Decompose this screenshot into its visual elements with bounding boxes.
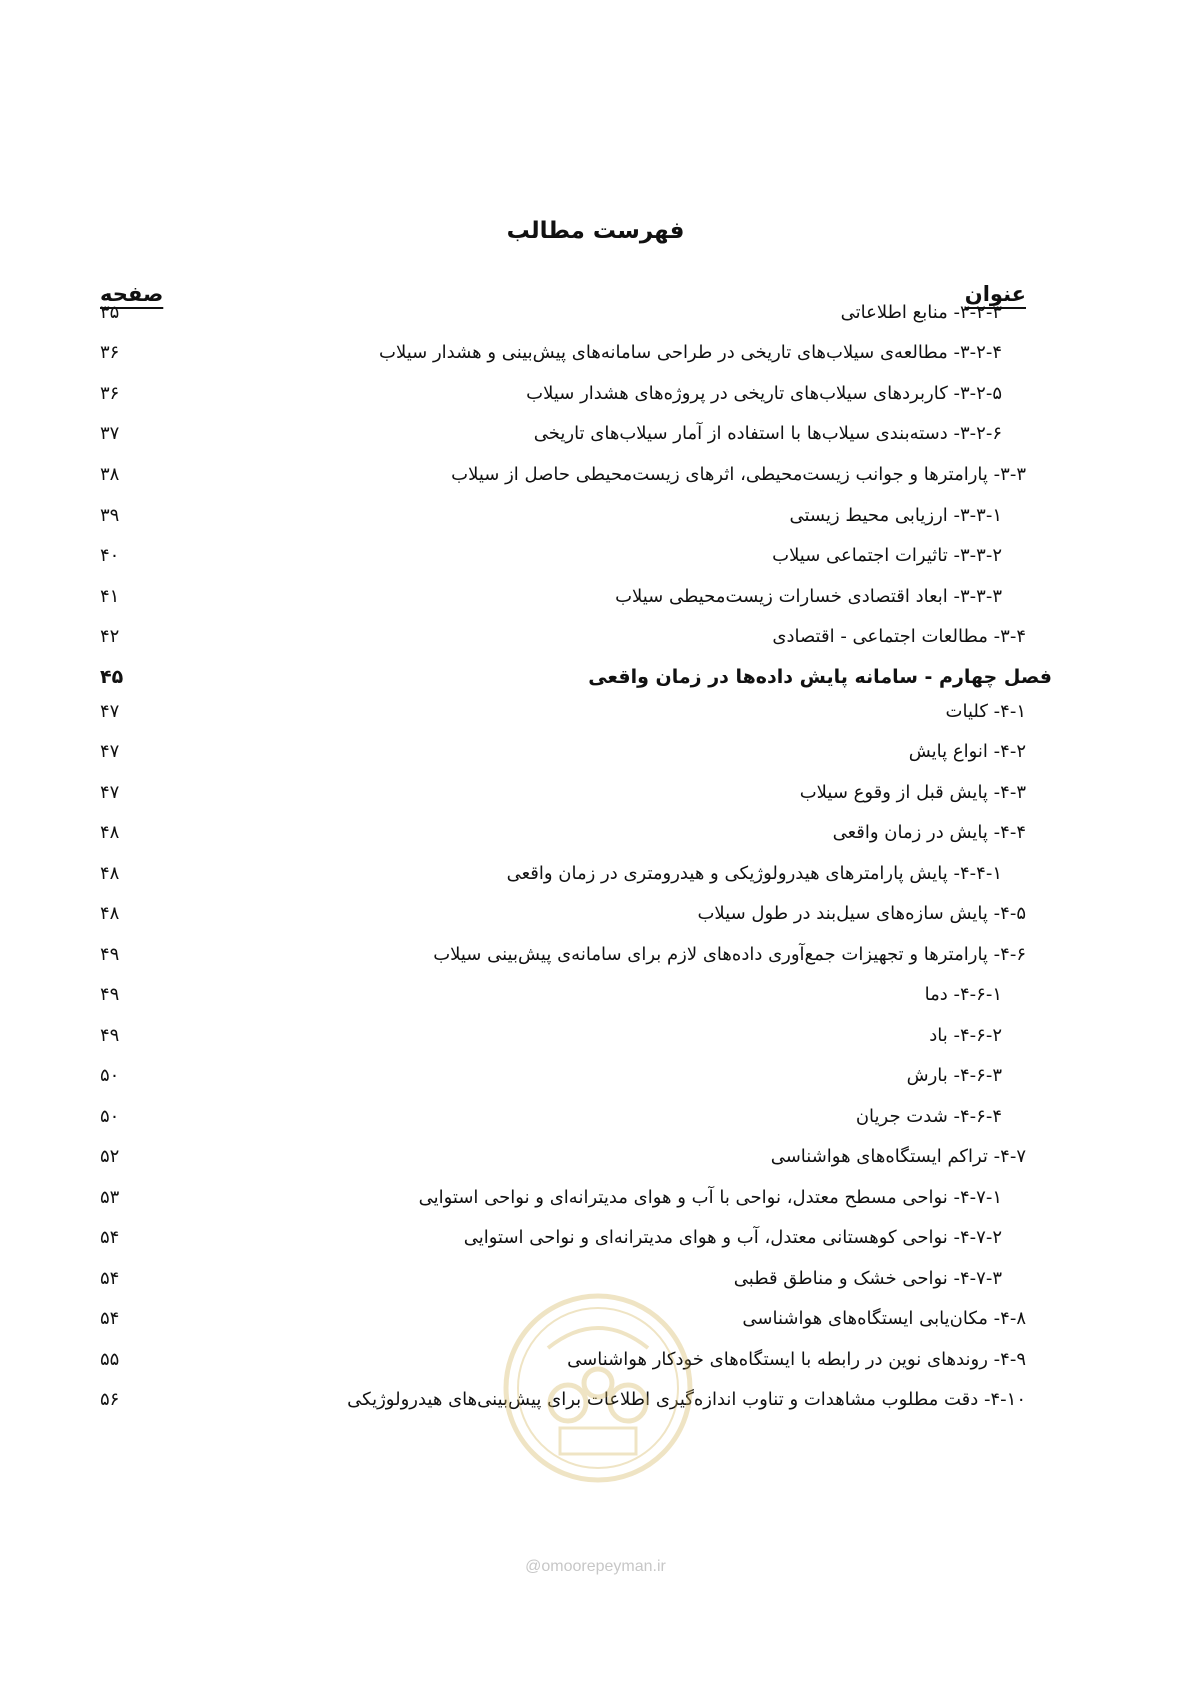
watermark-site-text: @omoorepeyman.ir [525,1558,666,1575]
toc-entry-page: ۵۴ [100,1308,120,1329]
toc-row[interactable] [100,1264,1026,1294]
toc-entry-page: ۴۸ [100,822,120,843]
toc-row[interactable] [100,501,1026,531]
toc-row[interactable] [100,1102,1026,1132]
toc-entry-page: ۳۵ [100,302,120,323]
toc-row[interactable] [100,1183,1026,1213]
toc-entry-page: ۵۰ [100,1106,120,1127]
toc-entry-label: ۴-۶-۱- دما [924,984,1002,1005]
toc-row[interactable] [100,582,1026,612]
toc-entry-page: ۳۷ [100,423,120,444]
toc-entry-page: ۵۶ [100,1389,120,1410]
toc-entry-label: ۴-۶-۳- بارش [906,1065,1002,1086]
toc-entry-page: ۳۶ [100,342,120,363]
column-header-title: عنوان [964,282,1026,306]
toc-entry-label: ۴-۶-۴- شدت جریان [855,1106,1002,1127]
toc-entry-label: ۴-۷-۳- نواحی خشک و مناطق قطبی [733,1268,1002,1289]
toc-row[interactable] [100,1345,1026,1375]
toc-entry-label: ۳-۳-۱- ارزیابی محیط زیستی [789,505,1002,526]
toc-entry-page: ۳۶ [100,383,120,404]
toc-entry-label: ۴-۴- پایش در زمان واقعی [832,822,1026,843]
toc-entry-label: ۳-۳-۳- ابعاد اقتصادی خسارات زیست‌محیطی سیلاب [615,586,1002,607]
page-title: فهرست مطالب [506,218,685,244]
toc-entry-label: ۴-۷- تراکم ایستگاه‌های هواشناسی [770,1146,1026,1167]
toc-row[interactable] [100,338,1026,368]
toc-row[interactable] [100,541,1026,571]
toc-entry-label: فصل چهارم - سامانه پایش داده‌ها در زمان واقعی [588,666,1052,688]
toc-row[interactable] [100,737,1026,767]
toc-row[interactable] [100,818,1026,848]
toc-entry-label: ۴-۷-۲- نواحی کوهستانی معتدل، آب و هوای مدیترانه‌ای و نواحی استوایی [463,1227,1002,1248]
toc-row[interactable] [100,419,1026,449]
toc-entry-label: ۴-۴-۱- پایش پارامترهای هیدرولوژیکی و هیدرومتری در زمان واقعی [506,863,1002,884]
toc-entry-label: ۴-۶-۲- باد [929,1025,1002,1046]
toc-entry-page: ۳۸ [100,464,120,485]
column-header-page: صفحه [100,282,164,306]
toc-row[interactable] [100,1061,1026,1091]
toc-row[interactable] [100,697,1026,727]
toc-entry-page: ۴۸ [100,903,120,924]
toc-row[interactable] [100,940,1026,970]
toc-row[interactable] [100,778,1026,808]
toc-entry-page: ۵۰ [100,1065,120,1086]
toc-row[interactable] [100,1385,1026,1415]
toc-entry-page: ۴۹ [100,984,120,1005]
toc-entry-page: ۴۲ [100,626,120,647]
toc-row[interactable] [100,980,1026,1010]
toc-entry-page: ۴۷ [100,741,120,762]
toc-entry-label: ۳-۲-۴- مطالعه‌ی سیلاب‌های تاریخی در طراحی سامانه‌های پیش‌بینی و هشدار سیلاب [379,342,1002,363]
toc-entry-page: ۴۹ [100,944,120,965]
toc-row[interactable] [100,460,1026,490]
toc-row[interactable] [100,1304,1026,1334]
toc-entry-page: ۴۸ [100,863,120,884]
toc-row[interactable] [100,1223,1026,1253]
toc-entry-page: ۴۰ [100,545,120,566]
toc-entry-label: ۳-۲-۳- منابع اطلاعاتی [840,302,1002,323]
toc-entry-page: ۵۵ [100,1349,120,1370]
toc-entry-page: ۴۷ [100,782,120,803]
toc-entry-page: ۵۲ [100,1146,120,1167]
toc-row[interactable] [100,379,1026,409]
toc-row[interactable] [100,298,1026,328]
toc-entry-page: ۴۱ [100,586,120,607]
toc-entry-label: ۴-۶- پارامترها و تجهیزات جمع‌آوری داده‌های لازم برای سامانه‌ی پیش‌بینی سیلاب [433,944,1026,965]
toc-entry-label: ۴-۲- انواع پایش [908,741,1026,762]
toc-entry-page: ۴۷ [100,701,120,722]
toc-entry-label: ۳-۳-۲- تاثیرات اجتماعی سیلاب [772,545,1002,566]
toc-entry-label: ۴-۷-۱- نواحی مسطح معتدل، نواحی با آب و هوای مدیترانه‌ای و نواحی استوایی [418,1187,1002,1208]
toc-row[interactable] [100,859,1026,889]
toc-entry-label: ۴-۱۰- دقت مطلوب مشاهدات و تناوب اندازه‌گیری اطلاعات برای پیش‌بینی‌های هیدرولوژیکی [347,1389,1026,1410]
toc-chapter-row[interactable] [100,662,1052,692]
toc-row[interactable] [100,622,1026,652]
toc-entry-page: ۵۳ [100,1187,120,1208]
toc-entry-label: ۴-۸- مکان‌یابی ایستگاه‌های هواشناسی [742,1308,1026,1329]
toc-entry-label: ۴-۱- کلیات [945,701,1026,722]
toc-entry-label: ۴-۵- پایش سازه‌های سیل‌بند در طول سیلاب [697,903,1026,924]
toc-entry-label: ۴-۹- روندهای نوین در رابطه با ایستگاه‌های خودکار هواشناسی [567,1349,1026,1370]
toc-entry-label: ۳-۳- پارامترها و جوانب زیست‌محیطی، اثرهای زیست‌محیطی حاصل از سیلاب [451,464,1026,485]
toc-entry-page: ۴۵ [100,666,124,688]
toc-row[interactable] [100,899,1026,929]
toc-entry-label: ۴-۳- پایش قبل از وقوع سیلاب [799,782,1026,803]
toc-row[interactable] [100,1142,1026,1172]
toc-entry-label: ۳-۲-۶- دسته‌بندی سیلاب‌ها با استفاده از آمار سیلاب‌های تاریخی [533,423,1002,444]
toc-entry-page: ۳۹ [100,505,120,526]
toc-entry-page: ۵۴ [100,1268,120,1289]
toc-entry-page: ۴۹ [100,1025,120,1046]
toc-row[interactable] [100,1021,1026,1051]
toc-entry-label: ۳-۴- مطالعات اجتماعی - اقتصادی [772,626,1026,647]
toc-entry-label: ۳-۲-۵- کاربردهای سیلاب‌های تاریخی در پروژه‌های هشدار سیلاب [526,383,1002,404]
toc-entry-page: ۵۴ [100,1227,120,1248]
